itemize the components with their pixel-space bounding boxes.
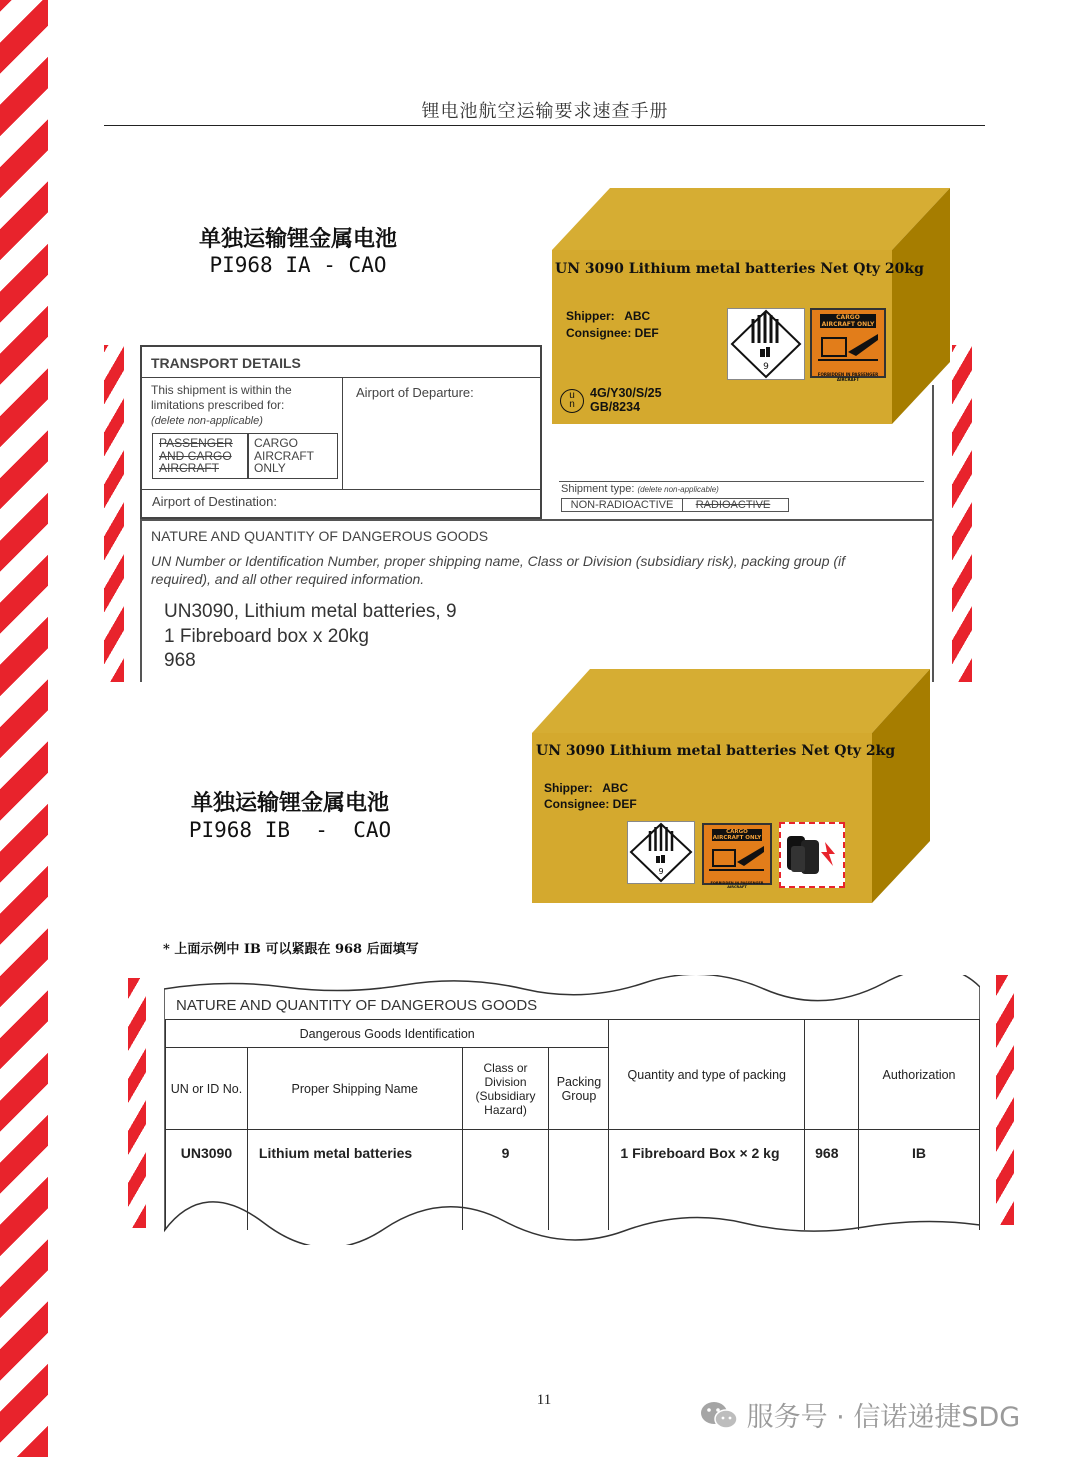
box2-shipper: Shipper: ABC xyxy=(544,781,629,795)
nature-quantity-description: UN Number or Identification Number, proper shipping name, Class or Division (subsidiary risk), packing group (if required), and all other required information. xyxy=(151,553,846,587)
cell-quantity: 1 Fibreboard Box × 2 kg xyxy=(609,1130,805,1230)
entry-line-pi: 968 xyxy=(164,650,196,671)
section1-subtitle: PI968 IA - CAO xyxy=(209,253,387,277)
col-header-quantity: Quantity and type of packing xyxy=(609,1020,805,1130)
box1-front-face xyxy=(552,250,924,424)
radioactive-option-struck: RADIOACTIVE xyxy=(695,499,771,511)
transport-details-heading: TRANSPORT DETAILS xyxy=(151,355,301,371)
col-header-psn: Proper Shipping Name xyxy=(247,1048,462,1130)
cell-un: UN3090 xyxy=(166,1130,248,1230)
dg-identification-header: Dangerous Goods Identification xyxy=(166,1020,609,1048)
box1-consignee: Consignee: DEF xyxy=(566,326,659,340)
hazard-stripe-border xyxy=(0,0,48,1457)
col-header-class: Class or Division (Subsidiary Hazard) xyxy=(462,1048,549,1130)
class9-number: 9 xyxy=(763,362,769,372)
shipment-type-label: Shipment type: (delete non-applicable) xyxy=(561,483,719,495)
shipment-type-options xyxy=(561,498,789,512)
page-header-title: 锂电池航空运输要求速查手册 xyxy=(421,101,669,122)
limitations-text: This shipment is within the limitations prescribed for: xyxy=(151,383,292,412)
class9-diamond-icon xyxy=(628,822,694,883)
watermark: 服务号 · 信诺递捷SDG xyxy=(700,1395,1020,1434)
cao-footer: FORBIDDEN IN PASSENGER AIRCRAFT xyxy=(710,881,764,889)
cell-authorization: IB xyxy=(859,1130,980,1230)
box1-top-face xyxy=(552,188,950,250)
table-left-stripe xyxy=(128,978,146,1228)
awb-left-stripe xyxy=(104,345,124,682)
table-row xyxy=(166,1130,980,1230)
box2-class9-label xyxy=(627,821,695,884)
col-header-authorization: Authorization xyxy=(859,1020,980,1130)
passenger-option-struck: PASSENGER AND CARGO AIRCRAFT xyxy=(159,436,233,475)
lithium-battery-icon xyxy=(781,824,843,886)
section1-title: 单独运输锂金属电池 xyxy=(198,226,397,252)
cao-footer: FORBIDDEN IN PASSENGER AIRCRAFT xyxy=(817,372,879,382)
airport-destination-label: Airport of Destination: xyxy=(152,494,278,509)
col-header-packing-group: Packing Group xyxy=(549,1048,609,1130)
class9-number: 9 xyxy=(658,867,664,876)
box2-top-face xyxy=(532,669,930,733)
table-heading: NATURE AND QUANTITY OF DANGEROUS GOODS xyxy=(176,997,538,1014)
wechat-icon xyxy=(700,1400,738,1430)
box2-front-face xyxy=(532,733,896,903)
un-specification-mark: 4G/Y30/S/25 GB/8234 xyxy=(590,386,662,414)
cell-psn: Lithium metal batteries xyxy=(247,1130,462,1230)
aircraft-type-box xyxy=(152,433,338,479)
box1-class9-label xyxy=(727,308,805,380)
box1-cargo-aircraft-only-label xyxy=(810,308,886,382)
section2-title: 单独运输锂金属电池 xyxy=(190,790,389,816)
box2-cargo-aircraft-only-label xyxy=(702,823,772,889)
cargo-aircraft-icon xyxy=(704,841,770,877)
dg-declaration-table xyxy=(165,1019,980,1230)
cargo-aircraft-icon xyxy=(812,328,884,368)
cargo-only-option: CARGO AIRCRAFT ONLY xyxy=(254,436,314,475)
entry-line-packing: 1 Fibreboard box x 20kg xyxy=(164,625,369,647)
box2-marking-title: UN 3090 Lithium metal batteries Net Qty 2kg xyxy=(536,743,896,759)
nature-quantity-heading: NATURE AND QUANTITY OF DANGEROUS GOODS xyxy=(151,528,489,544)
cell-pi: 968 xyxy=(805,1130,859,1230)
class9-diamond-icon xyxy=(728,309,804,379)
col-header-un: UN or ID No. xyxy=(166,1048,248,1130)
cao-heading: CARGO AIRCRAFT ONLY xyxy=(821,314,875,328)
cell-class: 9 xyxy=(462,1130,549,1230)
table-right-stripe xyxy=(996,975,1014,1225)
un-packaging-symbol: u n xyxy=(560,389,584,413)
awb-right-stripe xyxy=(952,345,972,682)
col-header-pi xyxy=(805,1020,859,1130)
non-radioactive-option: NON-RADIOACTIVE xyxy=(562,499,683,511)
box1-shipper: Shipper: ABC xyxy=(566,309,651,323)
section2-subtitle: PI968 IB - CAO xyxy=(188,818,392,842)
note-text: * 上面示例中 IB 可以紧跟在 968 后面填写 xyxy=(163,942,419,957)
page-number: 11 xyxy=(536,1392,552,1408)
dangerous-goods-entry xyxy=(164,600,457,674)
box2-lithium-battery-mark xyxy=(779,822,845,888)
box1-marking-title: UN 3090 Lithium metal batteries Net Qty 20kg xyxy=(555,261,924,277)
transport-details-box xyxy=(140,345,542,519)
cell-packing-group xyxy=(549,1130,609,1230)
entry-line-un: UN3090, Lithium metal batteries, 9 xyxy=(164,601,457,622)
box2-consignee: Consignee: DEF xyxy=(544,797,637,811)
delete-note: (delete non-applicable) xyxy=(151,415,263,427)
airport-departure-label: Airport of Departure: xyxy=(356,385,474,400)
header-divider xyxy=(104,125,985,126)
cao-heading: CARGO AIRCRAFT ONLY xyxy=(712,829,762,841)
